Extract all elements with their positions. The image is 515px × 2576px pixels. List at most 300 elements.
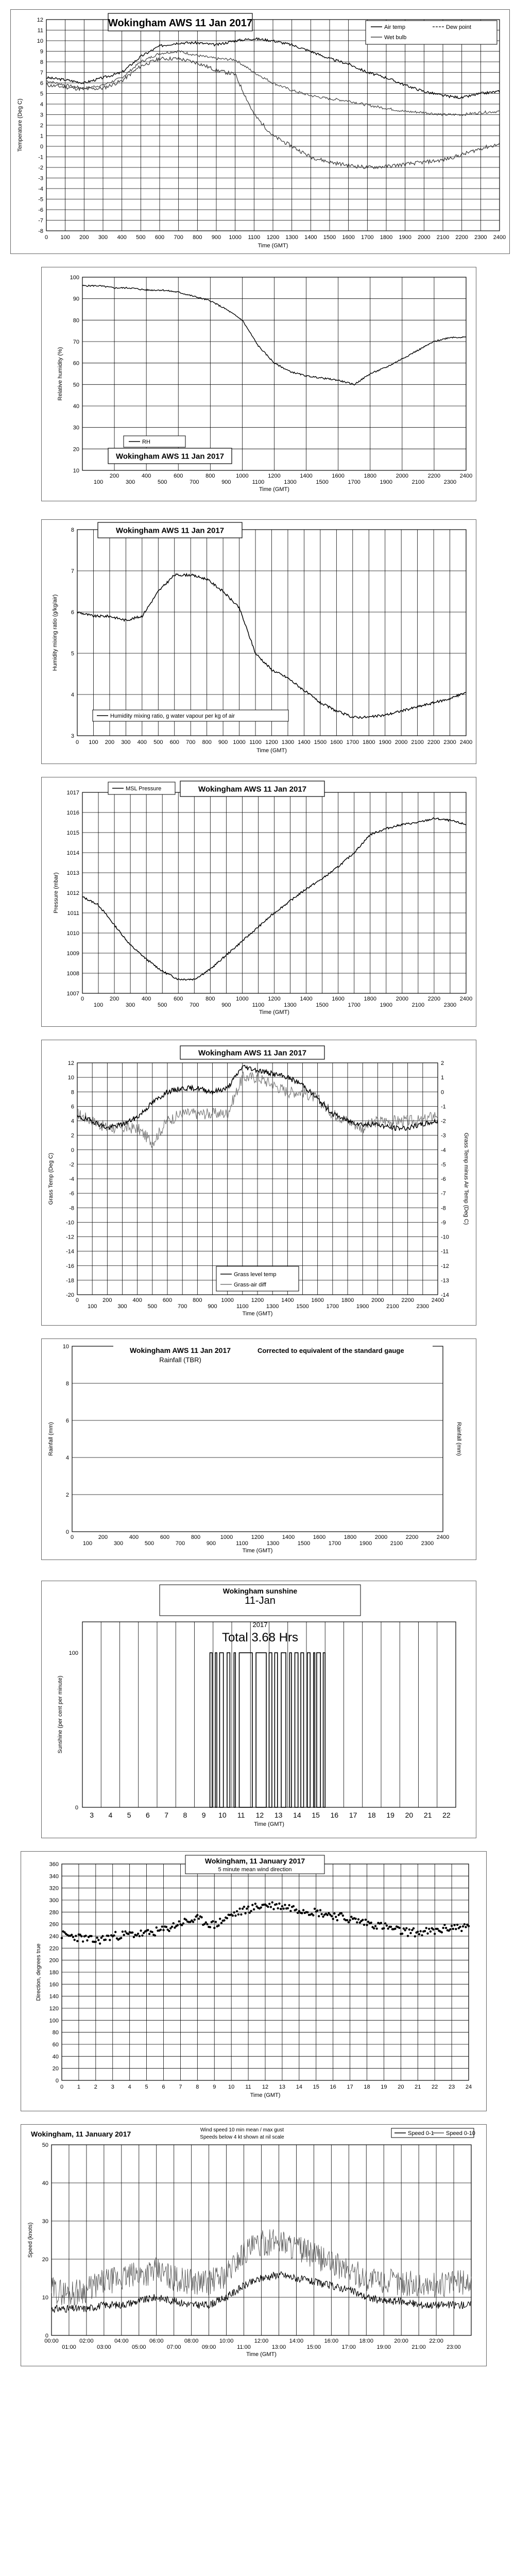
x-tick-label: 1900 (379, 739, 391, 745)
y-tick-label: 20 (52, 2065, 59, 2072)
x-tick-label: 4 (108, 1811, 113, 1819)
x-tick-label: 1900 (359, 1540, 372, 1547)
wind-direction-point (327, 1914, 329, 1916)
x-tick-label: 2000 (371, 1297, 384, 1303)
y-tick-label-left: -12 (66, 1234, 74, 1241)
x-tick-label: 900 (208, 1303, 217, 1310)
y-tick-label: 4 (65, 1455, 69, 1461)
wind-direction-point (404, 1929, 406, 1931)
panel-frame (21, 1852, 487, 2111)
y-axis-title: Temperature (Deg C) (17, 98, 23, 152)
x-tick-label: 1400 (298, 739, 311, 745)
rainfall-chart (41, 1338, 476, 1560)
y-tick-label: 10 (62, 1344, 69, 1350)
x-tick-label: 1000 (236, 996, 249, 1002)
x-tick-label: 1500 (297, 1540, 311, 1547)
x-tick-label: 400 (137, 739, 147, 745)
wind-direction-point (151, 1931, 153, 1933)
y-tick-label: 1008 (66, 971, 79, 977)
wind-direction-point (72, 1936, 74, 1938)
x-tick-label: 900 (206, 1540, 216, 1547)
x-tick-label: 1300 (284, 1002, 297, 1008)
x-tick-label: 1400 (300, 996, 313, 1002)
chart-title: Wokingham AWS 11 Jan 2017 (108, 18, 253, 29)
y-tick-label: 100 (68, 1650, 78, 1656)
y-axis-title: Pressure (mbar) (53, 872, 59, 913)
x-tick-label: 400 (129, 1534, 139, 1540)
wind-direction-point (384, 1922, 386, 1924)
wind-direction-point (316, 1909, 318, 1911)
x-tick-label: 2300 (443, 1002, 457, 1008)
panel-frame (42, 520, 476, 764)
y-tick-label: 40 (42, 2180, 48, 2187)
x-tick-label: 600 (169, 739, 179, 745)
legend-grass-air-diff: Grass-air diff (234, 1282, 266, 1288)
x-tick-label: 19:00 (376, 2344, 391, 2350)
y-tick-label: 20 (73, 446, 79, 453)
wind-direction-point (354, 1918, 356, 1920)
wind-direction-point (238, 1908, 241, 1910)
y-tick-label: 0 (55, 2078, 59, 2084)
wind-direction-point (401, 1933, 403, 1935)
y-tick-label: 1012 (66, 890, 79, 896)
x-tick-label: 18 (364, 2084, 370, 2090)
wind-direction-point (420, 1930, 422, 1932)
wind-direction-point (82, 1940, 84, 1942)
wind-direction-point (434, 1933, 436, 1935)
x-tick-label: 300 (125, 1002, 135, 1008)
x-tick-label: 23:00 (447, 2344, 461, 2350)
wind-direction-point (272, 1908, 274, 1910)
y-tick-label: 1010 (66, 930, 79, 937)
x-tick-label: 2400 (431, 1297, 444, 1303)
wind-direction-point (171, 1926, 173, 1928)
wind-direction-point (464, 1923, 466, 1925)
wind-direction-point (449, 1928, 451, 1930)
y-tick-label: -7 (38, 217, 43, 224)
legend-grass-temp: Grass level temp (234, 1272, 277, 1278)
y-tick-label: 340 (49, 1873, 59, 1880)
wind-direction-point (140, 1929, 142, 1931)
x-tick-label: 2200 (427, 996, 441, 1002)
y-tick-label: 260 (49, 1921, 59, 1928)
x-tick-label: 0 (80, 996, 84, 1002)
y-tick-label-left: 6 (71, 1104, 74, 1110)
y-tick-label-left: -8 (69, 1205, 74, 1212)
y-tick-label: -2 (38, 165, 43, 171)
y-tick-label: 80 (52, 2029, 59, 2036)
x-tick-label: 2100 (411, 739, 424, 745)
x-tick-label: 9 (213, 2084, 216, 2090)
y-tick-label: 300 (49, 1897, 59, 1904)
chart-title: Wokingham AWS 11 Jan 2017 (129, 1346, 231, 1354)
panel-frame (11, 10, 510, 254)
y-tick-label: 2 (40, 123, 43, 129)
y-tick-label: 50 (73, 382, 79, 388)
x-tick-label: 900 (221, 479, 231, 485)
x-tick-label: 100 (93, 1002, 104, 1008)
rh-chart (41, 267, 476, 501)
wind-direction-chart (21, 1851, 487, 2111)
y-tick-label-right: -13 (441, 1277, 449, 1284)
x-tick-label: 17 (349, 1811, 357, 1819)
wind-direction-point (443, 1924, 445, 1926)
wind-direction-point (84, 1935, 87, 1937)
x-tick-label: 22 (432, 2084, 438, 2090)
x-tick-label: 10 (218, 1811, 227, 1819)
wind-direction-point (194, 1919, 196, 1921)
x-tick-label: 2400 (436, 1534, 450, 1540)
y-tick-label: 140 (49, 1993, 59, 2000)
x-tick-label: 1800 (380, 234, 393, 241)
x-tick-label: 15:00 (306, 2344, 321, 2350)
y-tick-label-right: -4 (441, 1147, 446, 1154)
rainfall-chart-svg (41, 1338, 476, 1560)
x-tick-label: 12 (255, 1811, 264, 1819)
wind-direction-point (270, 1906, 272, 1908)
wind-direction-point (97, 1939, 99, 1941)
wind-direction-point (223, 1919, 225, 1921)
x-tick-label: 24 (465, 2084, 472, 2090)
x-tick-label: 1600 (332, 996, 345, 1002)
y-axis-title: Speed (knots) (27, 2222, 33, 2258)
y-tick-label: 7 (40, 70, 43, 76)
grass-temp-chart (41, 1040, 476, 1326)
x-tick-label: 1100 (252, 479, 265, 485)
x-tick-label: 800 (193, 234, 202, 241)
wind-direction-point (127, 1933, 129, 1935)
wind-direction-point (226, 1917, 228, 1919)
wind-direction-point (295, 1908, 297, 1910)
wind-direction-point (271, 1901, 273, 1903)
y-tick-label: -5 (38, 196, 43, 203)
y-tick-label: 2 (65, 1492, 69, 1498)
wind-direction-point (217, 1924, 219, 1926)
wind-direction-point (240, 1913, 242, 1916)
x-tick-label: 100 (87, 1303, 97, 1310)
y-axis-title-left: Rainfall (mm) (48, 1422, 54, 1456)
x-tick-label: 15 (313, 2084, 319, 2090)
wind-direction-point (281, 1905, 283, 1907)
x-tick-label: 1700 (326, 1303, 339, 1310)
y-tick-label: 0 (45, 2333, 48, 2339)
wind-direction-point (373, 1927, 375, 1929)
x-tick-label: 2400 (493, 234, 506, 241)
x-tick-label: 09:00 (201, 2344, 216, 2350)
y-axis-title: Direction, degrees true (36, 1943, 42, 2001)
x-tick-label: 700 (190, 1002, 199, 1008)
x-axis-title: Time (GMT) (242, 1548, 273, 1554)
wind-direction-chart-svg (21, 1851, 487, 2111)
y-tick-label: -1 (38, 154, 43, 161)
x-tick-label: 900 (221, 1002, 231, 1008)
y-tick-label: 11 (37, 27, 43, 34)
wind-direction-point (322, 1916, 324, 1918)
x-tick-label: 600 (160, 1534, 170, 1540)
x-tick-label: 2300 (474, 234, 487, 241)
wind-direction-point (254, 1903, 256, 1905)
y-tick-label: 360 (49, 1861, 59, 1868)
wind-direction-point (154, 1935, 156, 1937)
y-tick-label-right: -10 (441, 1234, 449, 1241)
y-tick-label-right: -1 (441, 1104, 446, 1110)
wind-direction-point (333, 1912, 335, 1914)
x-tick-label: 2200 (455, 234, 468, 241)
y-tick-label: 4 (71, 692, 74, 698)
panel-frame (42, 1339, 476, 1560)
wind-direction-point (430, 1930, 432, 1933)
wind-direction-point (162, 1929, 164, 1931)
x-tick-label: 01:00 (62, 2344, 76, 2350)
x-tick-label: 05:00 (132, 2344, 146, 2350)
x-tick-label: 1900 (380, 1002, 393, 1008)
wind-direction-point (407, 1935, 409, 1937)
sunshine-chart-svg (41, 1581, 476, 1838)
x-tick-label: 1500 (316, 1002, 329, 1008)
wind-direction-point (141, 1935, 143, 1937)
x-tick-label: 1200 (268, 473, 281, 479)
x-tick-label: 6 (145, 1811, 150, 1819)
y-tick-label-left: -20 (66, 1292, 74, 1298)
y-tick-label: 320 (49, 1885, 59, 1892)
legend-dew-point: Dew point (446, 24, 471, 30)
wind-direction-point (405, 1927, 407, 1929)
panel-frame (42, 267, 476, 501)
wind-direction-point (366, 1924, 368, 1926)
x-tick-label: 800 (202, 739, 212, 745)
x-tick-label: 17:00 (341, 2344, 356, 2350)
pressure-chart-svg (41, 777, 476, 1027)
wind-direction-point (137, 1933, 139, 1935)
x-tick-label: 1900 (380, 479, 393, 485)
wind-direction-point (212, 1920, 214, 1922)
x-tick-label: 1100 (249, 739, 262, 745)
y-tick-label-left: 8 (71, 1089, 74, 1096)
x-tick-label: 1400 (282, 1534, 295, 1540)
y-tick-label: -3 (38, 175, 43, 182)
wind-direction-point (437, 1928, 439, 1930)
x-tick-label: 100 (60, 234, 70, 241)
wind-direction-point (408, 1928, 410, 1930)
y-tick-label: 1015 (66, 830, 79, 836)
wind-direction-point (139, 1935, 141, 1937)
x-tick-label: 1600 (330, 739, 343, 745)
x-tick-label: 4 (128, 2084, 131, 2090)
y-tick-label: 1017 (66, 790, 79, 796)
legend-wet-bulb: Wet bulb (384, 35, 407, 41)
y-tick-label-right: -2 (441, 1118, 446, 1125)
wind-direction-point (178, 1920, 180, 1922)
wind-direction-point (394, 1928, 396, 1930)
x-tick-label: 2000 (418, 234, 431, 241)
wind-direction-point (426, 1933, 428, 1935)
x-tick-label: 2200 (405, 1534, 419, 1540)
y-tick-label: 8 (71, 527, 74, 533)
y-tick-label: 70 (73, 339, 79, 345)
chart-note: Corrected to equivalent of the standard gauge (258, 1347, 404, 1354)
x-tick-label: 1300 (266, 1303, 279, 1310)
wind-direction-point (346, 1919, 348, 1921)
x-tick-label: 1200 (251, 1534, 264, 1540)
x-tick-label: 2400 (459, 996, 473, 1002)
x-tick-label: 22 (442, 1811, 451, 1819)
y-tick-label: 160 (49, 1981, 59, 1988)
wind-direction-point (331, 1915, 333, 1917)
x-tick-label: 100 (93, 479, 104, 485)
x-tick-label: 1300 (285, 234, 298, 241)
x-tick-label: 2200 (401, 1297, 414, 1303)
wind-direction-point (456, 1924, 458, 1926)
wind-direction-point (289, 1910, 291, 1912)
wind-direction-point (147, 1929, 149, 1931)
legend-rh: RH (142, 439, 150, 445)
wind-direction-point (465, 1926, 467, 1928)
wind-direction-point (120, 1937, 122, 1939)
y-tick-label: 30 (73, 425, 79, 431)
y-tick-label: 8 (40, 59, 43, 65)
pressure-chart (41, 777, 476, 1027)
x-tick-label: 700 (190, 479, 199, 485)
x-tick-label: 15 (312, 1811, 320, 1819)
x-tick-label: 1700 (346, 739, 359, 745)
x-tick-label: 11 (237, 1811, 245, 1819)
y-tick-label: 10 (37, 38, 43, 44)
x-axis-title: Time (GMT) (259, 486, 289, 493)
wind-direction-point (123, 1934, 125, 1936)
wind-direction-point (442, 1927, 444, 1929)
wind-direction-point (425, 1927, 427, 1929)
wind-direction-point (237, 1913, 239, 1916)
y-tick-label-left: -4 (69, 1176, 74, 1182)
legend-gust: Speed 0-10 (446, 2130, 475, 2137)
y-tick-label-left: -16 (66, 1263, 74, 1269)
wind-direction-point (232, 1914, 234, 1917)
wind-direction-point (109, 1939, 111, 1941)
y-tick-label-right: -14 (441, 1292, 449, 1298)
wind-direction-point (220, 1922, 222, 1924)
x-tick-label: 700 (186, 739, 196, 745)
y-tick-label: 12 (37, 17, 43, 23)
wind-direction-point (205, 1921, 207, 1923)
y-tick-label: 120 (49, 2006, 59, 2012)
x-tick-label: 9 (201, 1811, 206, 1819)
wind-direction-point (455, 1928, 457, 1930)
x-tick-label: 16 (330, 1811, 339, 1819)
wind-direction-point (61, 1937, 63, 1939)
wind-direction-point (192, 1921, 194, 1923)
wind-direction-point (161, 1925, 163, 1927)
x-tick-label: 5 (145, 2084, 148, 2090)
x-tick-label: 800 (205, 996, 215, 1002)
y-tick-label-left: 0 (71, 1147, 74, 1154)
wind-speed-chart-svg (21, 2124, 487, 2366)
wind-direction-point (342, 1914, 344, 1917)
y-tick-label: 220 (49, 1945, 59, 1952)
x-tick-label: 900 (218, 739, 228, 745)
y-tick-label: 20 (42, 2257, 48, 2263)
x-tick-label: 200 (98, 1534, 108, 1540)
chart-year: 2017 (252, 1621, 268, 1629)
y-tick-label: 240 (49, 1934, 59, 1940)
wind-direction-point (362, 1919, 364, 1921)
x-tick-label: 2000 (394, 739, 408, 745)
x-tick-label: 2200 (427, 473, 441, 479)
x-tick-label: 3 (111, 2084, 114, 2090)
y-tick-label: 1011 (67, 910, 79, 917)
y-tick-label: 50 (42, 2142, 48, 2148)
wind-direction-point (234, 1914, 236, 1917)
y-tick-label-right: -5 (441, 1161, 446, 1168)
y-tick-label: -4 (38, 186, 43, 192)
wind-direction-point (332, 1918, 334, 1920)
wind-direction-point (165, 1926, 167, 1928)
x-tick-label: 5 (127, 1811, 131, 1819)
x-tick-label: 2000 (396, 996, 409, 1002)
x-tick-label: 1100 (248, 234, 261, 241)
x-tick-label: 1500 (296, 1303, 309, 1310)
y-tick-label: 1013 (66, 870, 79, 876)
x-tick-label: 14:00 (289, 2338, 304, 2344)
wind-direction-point (246, 1908, 248, 1910)
wind-direction-point (86, 1939, 88, 1941)
x-tick-label: 2000 (396, 473, 409, 479)
x-tick-label: 1300 (266, 1540, 280, 1547)
wind-direction-point (276, 1903, 278, 1905)
wind-direction-point (260, 1906, 262, 1908)
legend-mixing-ratio: Humidity mixing ratio, g water vapour per kg of air (110, 713, 235, 719)
wind-direction-point (335, 1916, 337, 1918)
y-tick-label: 5 (40, 91, 43, 97)
x-tick-label: 1200 (265, 739, 278, 745)
wind-direction-point (376, 1927, 378, 1929)
wind-direction-point (196, 1914, 198, 1916)
x-tick-label: 16:00 (324, 2338, 339, 2344)
wind-direction-point (287, 1907, 289, 1909)
y-tick-label: 1009 (66, 951, 79, 957)
wind-direction-point (173, 1922, 175, 1924)
wind-direction-point (198, 1918, 200, 1920)
wind-direction-point (417, 1930, 419, 1933)
x-tick-label: 300 (121, 739, 131, 745)
y-tick-label: 6 (71, 609, 74, 616)
y-tick-label-left: 2 (71, 1132, 74, 1139)
x-tick-label: 11:00 (237, 2344, 251, 2350)
x-tick-label: 1700 (361, 234, 374, 241)
wind-direction-point (432, 1928, 434, 1930)
x-tick-label: 2300 (443, 479, 457, 485)
x-axis-title: Time (GMT) (256, 748, 287, 754)
y-tick-label: 3 (71, 733, 74, 739)
y-tick-label: 180 (49, 1970, 59, 1976)
x-tick-label: 7 (164, 1811, 169, 1819)
x-tick-label: 200 (105, 739, 115, 745)
x-tick-label: 19 (381, 2084, 387, 2090)
x-tick-label: 1700 (348, 479, 360, 485)
wind-direction-point (219, 1918, 221, 1920)
wind-direction-point (468, 1925, 470, 1927)
x-tick-label: 13 (274, 1811, 283, 1819)
wind-direction-point (312, 1914, 314, 1916)
y-tick-label: 100 (49, 2018, 59, 2024)
x-tick-label: 900 (211, 234, 221, 241)
y-axis-title-left: Grass Temp (Deg C) (48, 1153, 54, 1205)
y-tick-label-right: -8 (441, 1205, 446, 1212)
wind-direction-point (253, 1908, 255, 1910)
y-tick-label-right: 0 (441, 1089, 444, 1096)
wind-direction-point (357, 1918, 359, 1920)
x-tick-label: 23 (448, 2084, 455, 2090)
x-tick-label: 1800 (364, 996, 376, 1002)
